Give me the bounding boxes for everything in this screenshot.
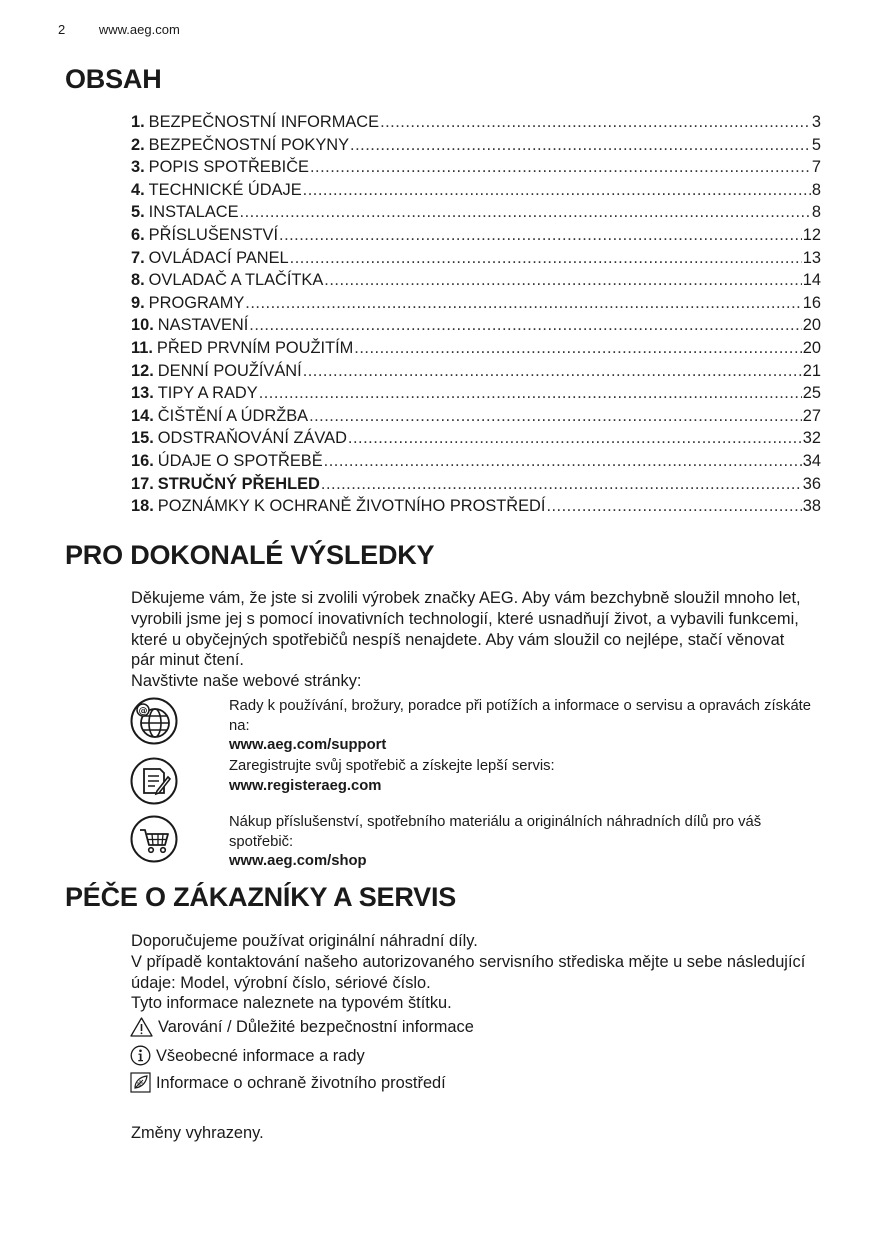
toc-leader-dots — [546, 495, 801, 518]
support-link[interactable]: www.aeg.com/support — [229, 737, 387, 753]
toc-item-number: 7. — [131, 248, 145, 267]
toc-item[interactable] — [131, 134, 821, 157]
toc-item-title: STRUČNÝ PŘEHLED — [157, 474, 320, 493]
toc-leader-dots — [303, 360, 802, 383]
toc-leader-dots — [240, 201, 811, 224]
intro-paragraph: Děkujeme vám, že jste si zvolili výrobek značky AEG. Aby vám bezchybně sloužil mnoho let, vyrobili jsme jej s pomocí inovativních technologií, které usnadňují život, a vybavili funkcemi, které u obyčejných spotřebičů nespíš nenajdete. Aby vám sloužil co nejlépe, stačí věnovat pár minut čtení. — [131, 589, 801, 670]
shop-link[interactable]: www.aeg.com/shop — [229, 853, 367, 869]
toc-item-number: 18. — [131, 497, 154, 516]
legend-warning-label: Varování / Důležité bezpečnostní informace — [158, 1018, 474, 1036]
toc-item-number: 14. — [131, 406, 154, 425]
toc-item[interactable] — [131, 360, 821, 383]
toc-item-page: 27 — [802, 406, 821, 425]
toc-item-title: TECHNICKÉ ÚDAJE — [148, 180, 302, 199]
legend-info — [130, 1045, 365, 1066]
toc-item-title: BEZPEČNOSTNÍ INFORMACE — [148, 113, 380, 131]
toc-item-number: 13. — [131, 384, 154, 403]
toc-leader-dots — [354, 337, 801, 360]
toc-leader-dots — [279, 224, 802, 247]
toc-item[interactable] — [131, 314, 821, 337]
toc-item-page: 8 — [811, 203, 821, 222]
toc-item-title: OVLADAČ A TLAČÍTKA — [148, 271, 324, 290]
toc-item-page: 20 — [802, 316, 821, 335]
service-register-text — [229, 757, 814, 796]
toc-leader-dots — [324, 269, 801, 292]
toc-item[interactable] — [131, 495, 821, 518]
toc-item-page: 7 — [811, 158, 821, 177]
toc-item-title: BEZPEČNOSTNÍ POKYNY — [148, 135, 350, 154]
toc-item-title: OVLÁDACÍ PANEL — [148, 248, 289, 267]
legend-info-label: Všeobecné informace a rady — [156, 1046, 365, 1065]
toc-item-page: 14 — [802, 271, 821, 290]
toc-item-page: 12 — [802, 225, 821, 244]
toc-item-number: 11. — [131, 338, 153, 357]
toc-item-page: 13 — [802, 248, 821, 267]
service-shop-text — [229, 813, 814, 872]
toc-item-page: 8 — [811, 180, 821, 199]
toc-leader-dots — [324, 450, 802, 473]
toc-item-title: ÚDAJE O SPOTŘEBĚ — [157, 451, 323, 470]
legend-warning — [130, 1017, 474, 1037]
toc-item[interactable] — [131, 224, 821, 247]
toc-item-title: POPIS SPOTŘEBIČE — [148, 158, 309, 177]
toc-leader-dots — [350, 134, 811, 157]
toc-item-page: 32 — [802, 429, 821, 448]
toc-item[interactable] — [131, 382, 821, 405]
toc-item-title: INSTALACE — [148, 203, 239, 222]
toc-item[interactable] — [131, 201, 821, 224]
legend-environment — [130, 1072, 446, 1093]
service-support-description: Rady k používání, brožury, poradce při potížích a informace o servisu a opravách získáte na: — [229, 698, 812, 734]
toc-item-page: 5 — [811, 135, 821, 154]
toc-item-page: 16 — [802, 293, 821, 312]
toc-item[interactable] — [131, 247, 821, 270]
toc-item-number: 5. — [131, 203, 145, 222]
care-line-1: Doporučujeme používat originální náhradní díly. — [131, 932, 478, 950]
toc-leader-dots — [310, 156, 811, 179]
toc-item-title: POZNÁMKY K OCHRANĚ ŽIVOTNÍHO PROSTŘEDÍ — [157, 497, 546, 516]
toc-item-page: 3 — [811, 113, 821, 131]
care-heading: PÉČE O ZÁKAZNÍKY A SERVIS — [65, 882, 457, 912]
toc-item-title: ODSTRAŇOVÁNÍ ZÁVAD — [157, 429, 347, 448]
globe-icon — [130, 697, 178, 745]
toc-item-page: 38 — [802, 497, 821, 516]
care-paragraph — [131, 931, 811, 1014]
toc-leader-dots — [245, 292, 801, 315]
care-line-2: V případě kontaktování našeho autorizovaného servisního střediska mějte u sebe následující údaje: Model, výrobní číslo, sériové číslo. — [131, 952, 806, 992]
toc-item[interactable] — [131, 337, 821, 360]
toc-leader-dots — [380, 111, 811, 134]
toc-item-title: DENNÍ POUŽÍVÁNÍ — [157, 361, 302, 380]
service-register-description: Zaregistrujte svůj spotřebič a získejte lepší servis: — [229, 758, 555, 774]
toc-item-number: 15. — [131, 429, 154, 448]
toc-leader-dots — [321, 473, 802, 496]
warning-icon — [130, 1017, 153, 1037]
toc-item-page: 25 — [802, 384, 821, 403]
care-line-3: Tyto informace naleznete na typovém štítku. — [131, 994, 452, 1013]
results-heading: PRO DOKONALÉ VÝSLEDKY — [65, 540, 435, 570]
toc-item-number: 4. — [131, 180, 145, 199]
toc-item-page: 34 — [802, 451, 821, 470]
register-link[interactable]: www.registeraeg.com — [229, 777, 382, 794]
cart-icon — [130, 815, 178, 863]
service-support-text — [229, 697, 814, 756]
svg-text:@: @ — [138, 706, 148, 717]
visit-website-text: Navštivte naše webové stránky: — [131, 672, 362, 690]
site-url[interactable]: www.aeg.com — [98, 22, 180, 37]
toc-heading: OBSAH — [65, 64, 162, 94]
toc-item-number: 3. — [131, 158, 145, 177]
toc-item-number: 10. — [131, 316, 154, 335]
toc-item-title: ČIŠTĚNÍ A ÚDRŽBA — [157, 406, 309, 425]
toc-item-page: 36 — [802, 474, 821, 493]
toc-item-number: 6. — [131, 225, 145, 244]
toc-item-number: 8. — [131, 271, 145, 290]
toc-item-title: TIPY A RADY — [157, 384, 258, 403]
toc-item[interactable] — [131, 292, 821, 315]
toc-leader-dots — [249, 314, 802, 337]
toc-item[interactable] — [131, 179, 821, 202]
legend-environment-label: Informace o ochraně životního prostředí — [156, 1073, 446, 1092]
toc-item-page: 21 — [802, 361, 821, 380]
toc-item-number: 16. — [131, 451, 154, 470]
changes-reserved: Změny vyhrazeny. — [131, 1124, 264, 1142]
toc-item[interactable] — [131, 111, 821, 134]
page-header — [58, 22, 180, 37]
toc-item-title: PŘÍSLUŠENSTVÍ — [148, 225, 279, 244]
toc-item-title: NASTAVENÍ — [157, 316, 249, 335]
toc-leader-dots — [259, 382, 802, 405]
toc-item-number: 2. — [131, 135, 145, 154]
registration-icon — [130, 757, 178, 805]
toc-item-number: 12. — [131, 361, 154, 380]
toc-item[interactable] — [131, 269, 821, 292]
service-shop-description: Nákup příslušenství, spotřebního materiálu a originálních náhradních dílů pro váš spotřebič: — [229, 814, 762, 850]
toc-item-page: 20 — [802, 338, 821, 357]
toc-leader-dots — [303, 179, 811, 202]
table-of-contents — [131, 111, 821, 518]
toc-item-number: 1. — [131, 113, 145, 131]
toc-leader-dots — [290, 247, 802, 270]
toc-leader-dots — [348, 427, 802, 450]
toc-item-title: PROGRAMY — [148, 293, 245, 312]
toc-item-title: PŘED PRVNÍM POUŽITÍM — [156, 338, 354, 357]
info-icon — [130, 1045, 151, 1066]
environment-icon — [130, 1072, 151, 1093]
toc-item-number: 9. — [131, 293, 145, 312]
toc-leader-dots — [309, 405, 802, 428]
toc-item[interactable] — [131, 473, 821, 496]
toc-item[interactable] — [131, 450, 821, 473]
toc-item[interactable] — [131, 156, 821, 179]
toc-item[interactable] — [131, 427, 821, 450]
page-number: 2 — [58, 22, 66, 37]
toc-item-number: 17. — [131, 474, 154, 493]
toc-item[interactable] — [131, 405, 821, 428]
